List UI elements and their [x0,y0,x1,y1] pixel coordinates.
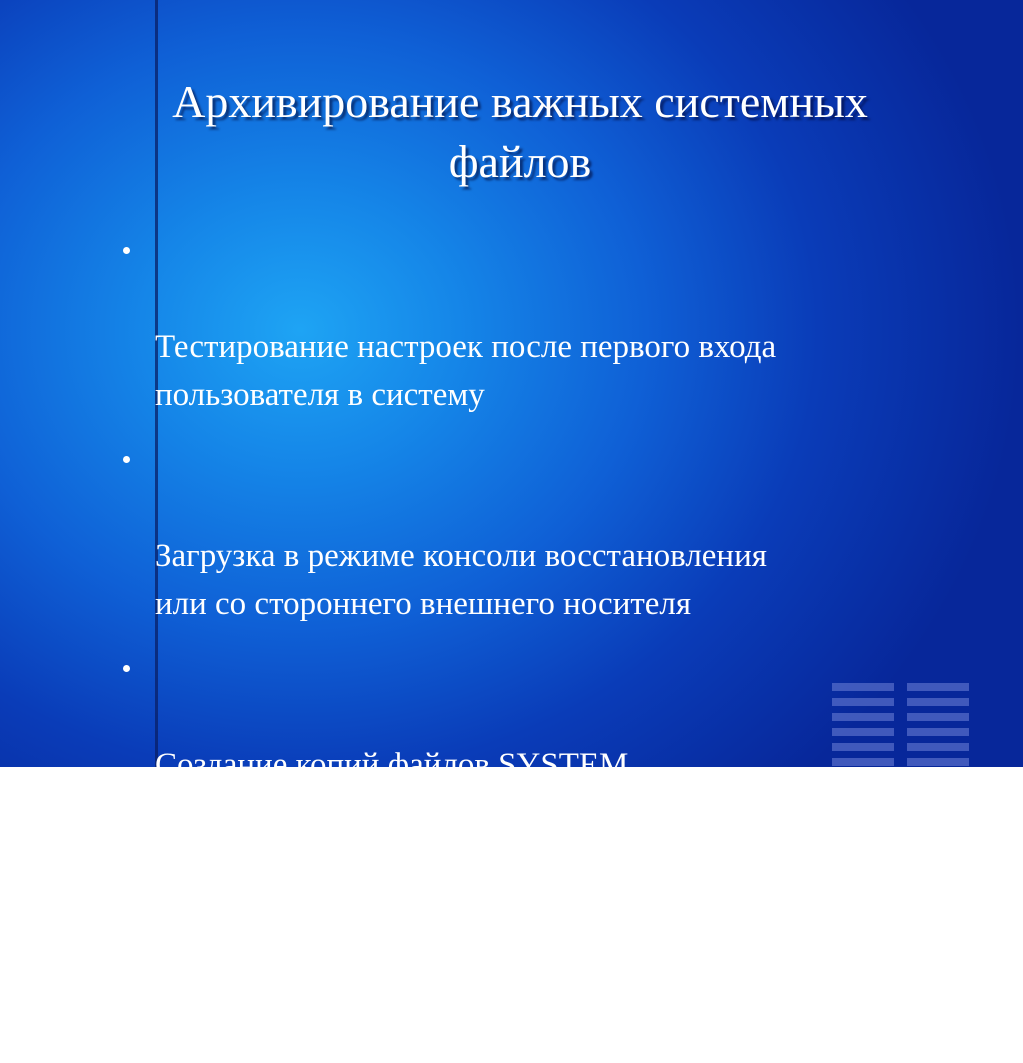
bullet-dot-icon [123,247,130,254]
decorative-stripes-left [832,683,894,767]
bullet-list [155,227,985,1063]
bullet-dot-icon [123,665,130,672]
bullet-text: Загрузка в режиме консоли восстановления или со стороннего внешнего носителя [155,538,767,622]
bullet-item [155,227,985,419]
decorative-stripes-right [907,683,969,767]
bullet-text: Создание копий MBR, MFT, системного раздела или диска целиком [155,956,720,1040]
bullet-item [155,854,985,1046]
bullet-dot-icon [123,456,130,463]
bullet-dot-icon [123,874,130,881]
bullet-text: Создание копий файлов SYSTEM, SOFTWARE, DEFAULT, SAM, SECURITY [155,747,754,831]
bullet-text: Тестирование настроек после первого входа пользователя в систему [155,329,777,413]
bullet-item [155,436,985,628]
slide-title: Архивирование важных системных файлов [172,76,868,187]
